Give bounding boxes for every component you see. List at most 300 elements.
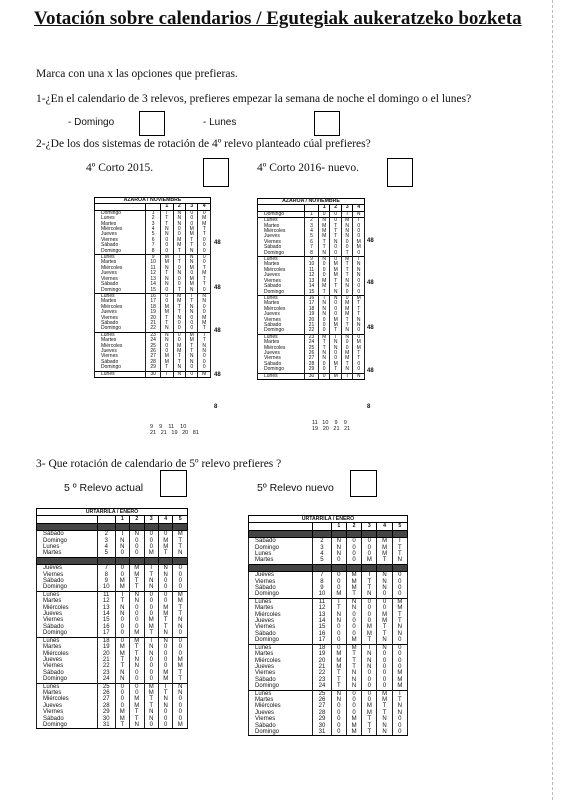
shift-cell: 0 — [330, 312, 342, 317]
shift-cell: M — [392, 670, 407, 676]
shaded-cell — [158, 523, 172, 530]
day-name: Viernes — [249, 579, 313, 585]
q1-lunes-checkbox[interactable] — [314, 111, 340, 136]
q3-option-nuevo-label: 5º Relevo nuevo — [257, 482, 334, 494]
shift-cell: 0 — [377, 683, 392, 690]
day-number: 3 — [313, 545, 331, 551]
totals-line: 19 20 21 21 — [312, 426, 351, 432]
shift-cell: T — [346, 658, 361, 664]
q2-2015-checkbox[interactable] — [203, 158, 229, 187]
day-name: Martes — [258, 224, 305, 229]
shift-cell: N — [377, 644, 392, 651]
day-name: Miércoles — [37, 605, 98, 611]
shift-cell: N — [346, 683, 361, 690]
day-name: Miércoles — [95, 305, 146, 310]
table-title: AZAROA / NOVIEMBRE — [258, 199, 365, 205]
day-number: 9 — [98, 578, 116, 584]
shift-cell: N — [362, 664, 377, 670]
shift-cell: M — [158, 605, 172, 611]
shift-cell: N — [198, 293, 211, 299]
side-count: 48 — [214, 372, 221, 378]
shift-cell: 0 — [186, 271, 198, 276]
shift-cell: 0 — [161, 349, 173, 354]
day-name: Viernes — [258, 240, 305, 245]
table-row — [249, 644, 408, 651]
shift-cell: 0 — [173, 282, 185, 287]
day-number: 30 — [146, 371, 161, 377]
day-number: 28 — [98, 703, 116, 709]
shift-cell: N — [392, 557, 407, 564]
shift-cell: 0 — [362, 697, 377, 703]
shift-cell: M — [186, 282, 198, 287]
q1-option-domingo-label: - Domingo — [68, 117, 115, 128]
shift-cell: 0 — [346, 624, 361, 630]
shift-cell: M — [346, 637, 361, 644]
day-name: Domingo — [37, 538, 98, 544]
shift-cell: N — [353, 323, 365, 328]
shift-cell: 0 — [331, 637, 346, 644]
shift-cell: M — [144, 683, 158, 690]
shift-cell: M — [198, 222, 211, 227]
shift-cell: 0 — [158, 531, 172, 538]
day-number: 16 — [146, 293, 161, 299]
shift-cell: 0 — [353, 290, 365, 296]
shift-cell: T — [318, 340, 330, 345]
shift-cell: N — [161, 266, 173, 271]
day-name: Domingo — [249, 637, 313, 644]
shift-cell: T — [341, 268, 353, 273]
shift-cell: M — [362, 631, 377, 637]
shift-cell: 0 — [173, 651, 188, 657]
day-number: 8 — [98, 572, 116, 578]
day-name: Jueves — [95, 232, 146, 237]
shaded-divider-row — [249, 530, 408, 537]
column-header: 5 — [392, 523, 407, 530]
header-blank — [249, 523, 313, 530]
shift-cell: 0 — [130, 690, 144, 696]
table-row — [37, 676, 188, 683]
shift-cell: 0 — [362, 690, 377, 697]
shift-cell: 0 — [330, 245, 342, 250]
day-number: 23 — [305, 334, 319, 340]
shift-cell: 0 — [318, 318, 330, 323]
shift-cell: M — [353, 346, 365, 351]
day-number: 12 — [98, 598, 116, 604]
shift-cell: T — [173, 354, 185, 359]
shift-cell: 0 — [331, 585, 346, 591]
table-row — [37, 722, 188, 729]
shift-cell: T — [186, 349, 198, 354]
shift-cell: M — [346, 585, 361, 591]
totals-line: 11 10 9 9 — [312, 420, 347, 426]
shift-cell: M — [198, 271, 211, 276]
shift-cell: 0 — [130, 544, 144, 550]
shift-cell: T — [392, 538, 407, 545]
shift-cell: 0 — [186, 326, 198, 332]
shift-cell: 0 — [392, 723, 407, 729]
shift-cell: T — [377, 710, 392, 716]
day-number: 12 — [146, 271, 161, 276]
shaded-cell — [144, 557, 158, 564]
day-name: Miércoles — [95, 227, 146, 232]
shift-cell: T — [173, 305, 185, 310]
shift-cell: 0 — [331, 710, 346, 716]
shift-cell: M — [158, 538, 172, 544]
instruction: Marca con una x las opciones que prefieras. — [36, 68, 238, 80]
shift-cell: 0 — [346, 703, 361, 709]
day-name: Domingo — [249, 729, 313, 736]
shift-cell: M — [161, 354, 173, 359]
day-name: Lunes — [249, 690, 313, 697]
side-count: 48 — [214, 240, 221, 246]
shift-cell: T — [331, 670, 346, 676]
column-header: 2 — [330, 205, 342, 211]
q2-option-2015-label: 4º Corto 2015. — [86, 162, 154, 174]
shift-cell: T — [130, 578, 144, 584]
column-header: 3 — [144, 516, 158, 523]
shift-cell: 0 — [173, 232, 185, 237]
shift-cell: T — [161, 222, 173, 227]
shift-cell: 0 — [330, 257, 342, 263]
column-header: 4 — [198, 204, 211, 210]
day-name: Viernes — [37, 709, 98, 715]
shift-cell: N — [392, 631, 407, 637]
shift-cell: 0 — [173, 326, 185, 332]
shift-cell: T — [173, 310, 185, 315]
shift-cell: 0 — [377, 591, 392, 598]
q2-2016-checkbox[interactable] — [387, 158, 413, 187]
shift-cell: T — [392, 690, 407, 697]
shift-cell: M — [173, 591, 188, 598]
shift-cell: M — [198, 371, 211, 377]
shift-cell: N — [186, 354, 198, 359]
day-number: 23 — [146, 332, 161, 338]
shift-cell: N — [331, 697, 346, 703]
shift-cell: 0 — [330, 356, 342, 361]
shift-cell: T — [198, 332, 211, 338]
shift-cell: M — [362, 710, 377, 716]
column-header: 5 — [173, 516, 188, 523]
shift-cell: 0 — [130, 670, 144, 676]
shift-cell: 0 — [198, 354, 211, 359]
day-name: Martes — [258, 340, 305, 345]
shaded-cell — [130, 557, 144, 564]
scan-margin — [552, 0, 553, 800]
shift-cell: N — [377, 729, 392, 736]
day-number: 24 — [305, 340, 319, 345]
shift-cell: N — [330, 340, 342, 345]
table-row — [249, 683, 408, 690]
day-number: 11 — [98, 591, 116, 598]
shift-cell: M — [173, 243, 185, 248]
shift-cell: T — [198, 326, 211, 332]
side-count: 48 — [214, 285, 221, 291]
table-row — [249, 572, 408, 579]
shift-cell: T — [362, 637, 377, 644]
shift-cell: 0 — [186, 216, 198, 221]
shift-cell: N — [115, 605, 129, 611]
shift-cell: 0 — [353, 367, 365, 373]
shift-cell: 0 — [161, 238, 173, 243]
day-name: Viernes — [258, 279, 305, 284]
shaded-cell — [331, 530, 346, 537]
shift-cell: N — [318, 301, 330, 306]
shift-cell: 0 — [158, 657, 172, 663]
day-number: 26 — [305, 351, 319, 356]
shift-cell: N — [346, 677, 361, 683]
shift-cell: M — [318, 234, 330, 239]
shaded-divider-row — [37, 557, 188, 564]
shift-cell: 0 — [144, 598, 158, 604]
shift-cell: M — [198, 321, 211, 326]
shift-cell: M — [130, 637, 144, 644]
shift-cell: M — [158, 611, 172, 617]
column-header: 3 — [341, 205, 353, 211]
shift-cell: M — [341, 351, 353, 356]
column-header: 1 — [331, 523, 346, 530]
shift-cell: T — [392, 697, 407, 703]
shift-cell: N — [173, 316, 185, 321]
shift-cell: N — [331, 690, 346, 697]
day-number: 18 — [146, 305, 161, 310]
day-name: Martes — [95, 222, 146, 227]
q1-domingo-checkbox[interactable] — [139, 111, 165, 136]
day-name: Sábado — [258, 284, 305, 289]
shift-cell: T — [330, 334, 342, 340]
shift-cell: 0 — [158, 598, 172, 604]
header-blank — [98, 516, 116, 523]
shift-cell: N — [173, 371, 185, 377]
shift-cell: T — [198, 227, 211, 232]
shift-cell: M — [173, 349, 185, 354]
shift-cell: T — [353, 301, 365, 306]
day-number: 15 — [305, 290, 319, 296]
day-number: 15 — [98, 617, 116, 623]
column-header: 3 — [186, 204, 198, 210]
shift-cell: T — [161, 321, 173, 326]
shift-cell: M — [330, 262, 342, 267]
shift-cell: 0 — [186, 365, 198, 371]
shift-cell: 0 — [144, 531, 158, 538]
shift-cell: M — [173, 657, 188, 663]
shift-cell: M — [346, 723, 361, 729]
day-number: 19 — [98, 644, 116, 650]
shift-cell: 0 — [186, 371, 198, 377]
day-name: Martes — [249, 697, 313, 703]
day-name: Sábado — [249, 585, 313, 591]
day-number: 13 — [305, 279, 319, 284]
day-number: 23 — [98, 670, 116, 676]
shift-cell: M — [341, 312, 353, 317]
shift-cell: T — [377, 557, 392, 564]
shift-cell: M — [392, 683, 407, 690]
shift-cell: M — [158, 544, 172, 550]
shift-cell: N — [377, 572, 392, 579]
shift-cell: 0 — [341, 245, 353, 250]
table-title-row — [249, 516, 408, 523]
shift-cell: T — [158, 550, 172, 557]
calendar-table-5-relevo-nuevo — [248, 515, 408, 736]
shift-cell: 0 — [161, 299, 173, 304]
day-name: Sábado — [258, 362, 305, 367]
shift-cell: M — [353, 295, 365, 301]
day-name: Miércoles — [258, 268, 305, 273]
day-name: Viernes — [95, 316, 146, 321]
calendar-table-4-corto-2015 — [94, 197, 211, 378]
column-header: 4 — [353, 205, 365, 211]
shift-cell: 0 — [331, 572, 346, 579]
shift-cell: M — [130, 572, 144, 578]
shaded-cell — [313, 530, 331, 537]
shift-cell: 0 — [330, 351, 342, 356]
day-name: Jueves — [258, 312, 305, 317]
shift-cell: 0 — [198, 310, 211, 315]
shift-cell: M — [362, 624, 377, 630]
day-name: Viernes — [249, 624, 313, 630]
shift-cell: T — [144, 696, 158, 702]
shift-cell: T — [115, 531, 129, 538]
day-name: Domingo — [249, 683, 313, 690]
day-name: Sábado — [37, 624, 98, 630]
shift-cell: 0 — [392, 658, 407, 664]
day-number: 20 — [313, 658, 331, 664]
shift-cell: T — [161, 371, 173, 377]
shift-cell: N — [173, 690, 188, 696]
table-row — [37, 591, 188, 598]
shift-cell: M — [186, 227, 198, 232]
day-number: 3 — [98, 538, 116, 544]
shift-cell: N — [377, 579, 392, 585]
shift-cell: T — [362, 572, 377, 579]
shift-cell: T — [353, 351, 365, 356]
shift-cell: M — [130, 703, 144, 709]
day-number: 18 — [98, 637, 116, 644]
day-name: Lunes — [95, 293, 146, 299]
day-name: Sábado — [95, 243, 146, 248]
shift-cell: 0 — [186, 210, 198, 216]
shift-cell: 0 — [318, 262, 330, 267]
shift-cell: 0 — [330, 307, 342, 312]
day-number: 20 — [305, 318, 319, 323]
day-number: 19 — [146, 310, 161, 315]
shift-cell: M — [130, 630, 144, 637]
shift-cell: N — [161, 338, 173, 343]
shift-cell: 0 — [346, 710, 361, 716]
shift-cell: M — [115, 584, 129, 591]
table-row — [249, 729, 408, 736]
shift-cell: M — [341, 307, 353, 312]
shift-cell: T — [115, 657, 129, 663]
shift-cell: T — [144, 630, 158, 637]
side-count: 48 — [367, 368, 374, 374]
shift-cell: M — [158, 670, 172, 676]
shift-cell: N — [392, 703, 407, 709]
day-name: Domingo — [37, 630, 98, 637]
day-name: Domingo — [258, 290, 305, 296]
shift-cell: T — [341, 362, 353, 367]
day-number: 3 — [146, 222, 161, 227]
shift-cell: 0 — [130, 605, 144, 611]
shift-cell: 0 — [115, 624, 129, 630]
day-name: Sábado — [249, 677, 313, 683]
shift-cell: M — [377, 612, 392, 618]
header-blank — [313, 523, 331, 530]
day-number: 14 — [98, 611, 116, 617]
shift-cell: 0 — [346, 538, 361, 545]
shift-cell: N — [362, 651, 377, 657]
shift-cell: 0 — [392, 579, 407, 585]
shift-cell: 0 — [392, 585, 407, 591]
shift-cell: M — [346, 716, 361, 722]
day-name: Lunes — [249, 551, 313, 557]
day-name: Viernes — [95, 238, 146, 243]
shift-cell: N — [161, 277, 173, 282]
shift-cell: N — [331, 612, 346, 618]
shift-cell: 0 — [144, 611, 158, 617]
shift-cell: 0 — [158, 663, 172, 669]
day-name: Miércoles — [37, 696, 98, 702]
shift-cell: 0 — [173, 584, 188, 591]
shift-cell: M — [341, 218, 353, 224]
day-number: 10 — [305, 262, 319, 267]
shift-cell: T — [130, 716, 144, 722]
shift-cell: N — [331, 545, 346, 551]
day-name: Lunes — [258, 334, 305, 340]
shift-cell: N — [330, 240, 342, 245]
shift-cell: T — [198, 338, 211, 343]
shift-cell: 0 — [173, 644, 188, 650]
q3-actual-checkbox[interactable] — [160, 470, 187, 497]
day-name: Jueves — [258, 273, 305, 278]
shift-cell: N — [331, 618, 346, 624]
shift-cell: 0 — [130, 676, 144, 683]
shift-cell: 0 — [158, 578, 172, 584]
shift-cell: T — [353, 312, 365, 317]
shift-cell: T — [330, 328, 342, 334]
shift-cell: N — [161, 227, 173, 232]
shift-cell: T — [198, 277, 211, 282]
shift-cell: 0 — [115, 630, 129, 637]
shift-cell: 0 — [130, 624, 144, 630]
shift-cell: 0 — [362, 683, 377, 690]
shift-cell: N — [198, 349, 211, 354]
day-number: 11 — [305, 268, 319, 273]
shift-cell: N — [198, 299, 211, 304]
shift-cell: 0 — [377, 605, 392, 611]
day-name: Viernes — [95, 277, 146, 282]
day-number: 7 — [305, 245, 319, 250]
day-number: 7 — [146, 243, 161, 248]
shift-cell: M — [115, 716, 129, 722]
shift-cell: T — [186, 299, 198, 304]
shift-cell: 0 — [198, 288, 211, 294]
shift-cell: T — [198, 232, 211, 237]
day-name: Lunes — [95, 371, 146, 377]
shift-cell: N — [130, 657, 144, 663]
day-name: Jueves — [258, 234, 305, 239]
shift-cell: T — [198, 282, 211, 287]
shift-cell: T — [377, 703, 392, 709]
shift-cell: N — [341, 367, 353, 373]
column-header: 2 — [173, 204, 185, 210]
shift-cell: N — [144, 651, 158, 657]
shift-cell: 0 — [144, 676, 158, 683]
shift-cell: N — [130, 722, 144, 729]
question-3: 3- Que rotación de calendario de 5º relevo prefieres ? — [36, 458, 282, 470]
table-row — [249, 538, 408, 545]
q3-nuevo-checkbox[interactable] — [350, 470, 377, 497]
shift-cell: 0 — [346, 551, 361, 557]
